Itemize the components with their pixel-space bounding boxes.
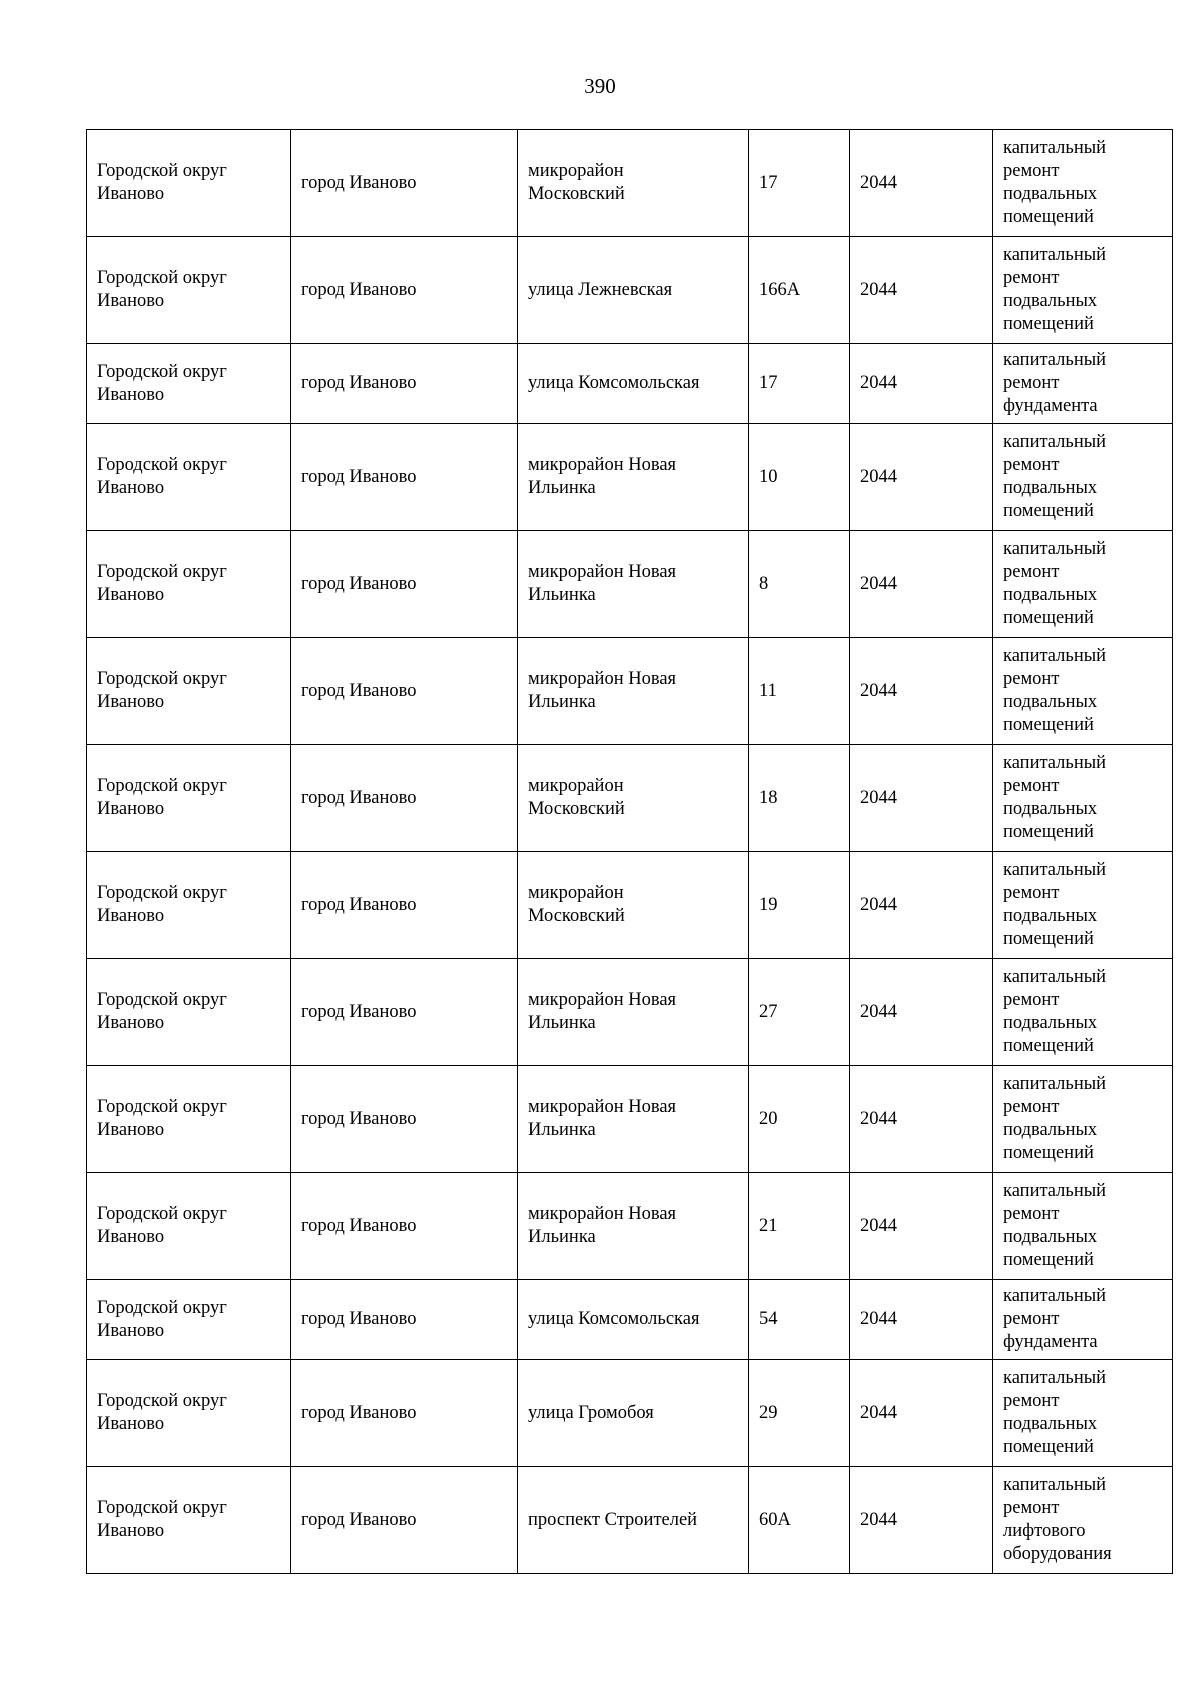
repair-schedule-table xyxy=(86,129,1173,1574)
municipality-cell: Городской округ Иваново xyxy=(87,237,291,344)
street-cell: микрорайон Новая Ильинка xyxy=(518,959,749,1066)
street-cell: микрорайон Новая Ильинка xyxy=(518,638,749,745)
street-cell: микрорайон Московский xyxy=(518,130,749,237)
year-cell: 2044 xyxy=(850,1467,993,1574)
house-number-cell: 29 xyxy=(749,1360,850,1467)
municipality-cell: Городской округ Иваново xyxy=(87,1066,291,1173)
settlement-cell: город Иваново xyxy=(291,130,518,237)
settlement-cell: город Иваново xyxy=(291,424,518,531)
table-row xyxy=(87,1066,1173,1173)
work-type-cell: капитальный ремонт подвальных помещений xyxy=(993,1066,1173,1173)
municipality-cell: Городской округ Иваново xyxy=(87,852,291,959)
municipality-cell: Городской округ Иваново xyxy=(87,1173,291,1280)
street-cell: улица Громобоя xyxy=(518,1360,749,1467)
table-row xyxy=(87,1173,1173,1280)
year-cell: 2044 xyxy=(850,959,993,1066)
house-number-cell: 54 xyxy=(749,1280,850,1360)
year-cell: 2044 xyxy=(850,130,993,237)
year-cell: 2044 xyxy=(850,1066,993,1173)
table-row xyxy=(87,237,1173,344)
house-number-cell: 10 xyxy=(749,424,850,531)
work-type-cell: капитальный ремонт подвальных помещений xyxy=(993,130,1173,237)
street-cell: улица Лежневская xyxy=(518,237,749,344)
municipality-cell: Городской округ Иваново xyxy=(87,130,291,237)
year-cell: 2044 xyxy=(850,237,993,344)
settlement-cell: город Иваново xyxy=(291,745,518,852)
settlement-cell: город Иваново xyxy=(291,1360,518,1467)
work-type-cell: капитальный ремонт подвальных помещений xyxy=(993,237,1173,344)
table-row xyxy=(87,852,1173,959)
street-cell: микрорайон Новая Ильинка xyxy=(518,531,749,638)
house-number-cell: 11 xyxy=(749,638,850,745)
work-type-cell: капитальный ремонт подвальных помещений xyxy=(993,638,1173,745)
work-type-cell: капитальный ремонт подвальных помещений xyxy=(993,424,1173,531)
street-cell: микрорайон Новая Ильинка xyxy=(518,424,749,531)
settlement-cell: город Иваново xyxy=(291,237,518,344)
table-row xyxy=(87,745,1173,852)
table-row xyxy=(87,638,1173,745)
table-body xyxy=(87,130,1173,1574)
table-row xyxy=(87,344,1173,424)
settlement-cell: город Иваново xyxy=(291,344,518,424)
year-cell: 2044 xyxy=(850,852,993,959)
year-cell: 2044 xyxy=(850,745,993,852)
year-cell: 2044 xyxy=(850,344,993,424)
street-cell: микрорайон Новая Ильинка xyxy=(518,1173,749,1280)
year-cell: 2044 xyxy=(850,1360,993,1467)
table-row xyxy=(87,130,1173,237)
work-type-cell: капитальный ремонт подвальных помещений xyxy=(993,745,1173,852)
table-row xyxy=(87,1360,1173,1467)
year-cell: 2044 xyxy=(850,531,993,638)
settlement-cell: город Иваново xyxy=(291,1467,518,1574)
house-number-cell: 17 xyxy=(749,130,850,237)
settlement-cell: город Иваново xyxy=(291,531,518,638)
work-type-cell: капитальный ремонт подвальных помещений xyxy=(993,1173,1173,1280)
house-number-cell: 18 xyxy=(749,745,850,852)
street-cell: улица Комсомольская xyxy=(518,344,749,424)
street-cell: микрорайон Новая Ильинка xyxy=(518,1066,749,1173)
settlement-cell: город Иваново xyxy=(291,852,518,959)
street-cell: проспект Строителей xyxy=(518,1467,749,1574)
work-type-cell: капитальный ремонт подвальных помещений xyxy=(993,852,1173,959)
settlement-cell: город Иваново xyxy=(291,959,518,1066)
municipality-cell: Городской округ Иваново xyxy=(87,1360,291,1467)
year-cell: 2044 xyxy=(850,638,993,745)
year-cell: 2044 xyxy=(850,1173,993,1280)
settlement-cell: город Иваново xyxy=(291,638,518,745)
municipality-cell: Городской округ Иваново xyxy=(87,638,291,745)
page-number: 390 xyxy=(584,74,616,98)
house-number-cell: 19 xyxy=(749,852,850,959)
municipality-cell: Городской округ Иваново xyxy=(87,531,291,638)
work-type-cell: капитальный ремонт фундамента xyxy=(993,344,1173,424)
work-type-cell: капитальный ремонт лифтового оборудования xyxy=(993,1467,1173,1574)
house-number-cell: 21 xyxy=(749,1173,850,1280)
work-type-cell: капитальный ремонт фундамента xyxy=(993,1280,1173,1360)
settlement-cell: город Иваново xyxy=(291,1066,518,1173)
table-row xyxy=(87,531,1173,638)
municipality-cell: Городской округ Иваново xyxy=(87,424,291,531)
year-cell: 2044 xyxy=(850,424,993,531)
house-number-cell: 27 xyxy=(749,959,850,1066)
table-row xyxy=(87,424,1173,531)
year-cell: 2044 xyxy=(850,1280,993,1360)
house-number-cell: 17 xyxy=(749,344,850,424)
table-row xyxy=(87,1280,1173,1360)
house-number-cell: 8 xyxy=(749,531,850,638)
house-number-cell: 166А xyxy=(749,237,850,344)
municipality-cell: Городской округ Иваново xyxy=(87,1280,291,1360)
municipality-cell: Городской округ Иваново xyxy=(87,344,291,424)
work-type-cell: капитальный ремонт подвальных помещений xyxy=(993,531,1173,638)
municipality-cell: Городской округ Иваново xyxy=(87,959,291,1066)
street-cell: микрорайон Московский xyxy=(518,745,749,852)
table-row xyxy=(87,1467,1173,1574)
work-type-cell: капитальный ремонт подвальных помещений xyxy=(993,1360,1173,1467)
settlement-cell: город Иваново xyxy=(291,1173,518,1280)
house-number-cell: 60А xyxy=(749,1467,850,1574)
street-cell: улица Комсомольская xyxy=(518,1280,749,1360)
settlement-cell: город Иваново xyxy=(291,1280,518,1360)
table-row xyxy=(87,959,1173,1066)
work-type-cell: капитальный ремонт подвальных помещений xyxy=(993,959,1173,1066)
street-cell: микрорайон Московский xyxy=(518,852,749,959)
municipality-cell: Городской округ Иваново xyxy=(87,1467,291,1574)
house-number-cell: 20 xyxy=(749,1066,850,1173)
municipality-cell: Городской округ Иваново xyxy=(87,745,291,852)
